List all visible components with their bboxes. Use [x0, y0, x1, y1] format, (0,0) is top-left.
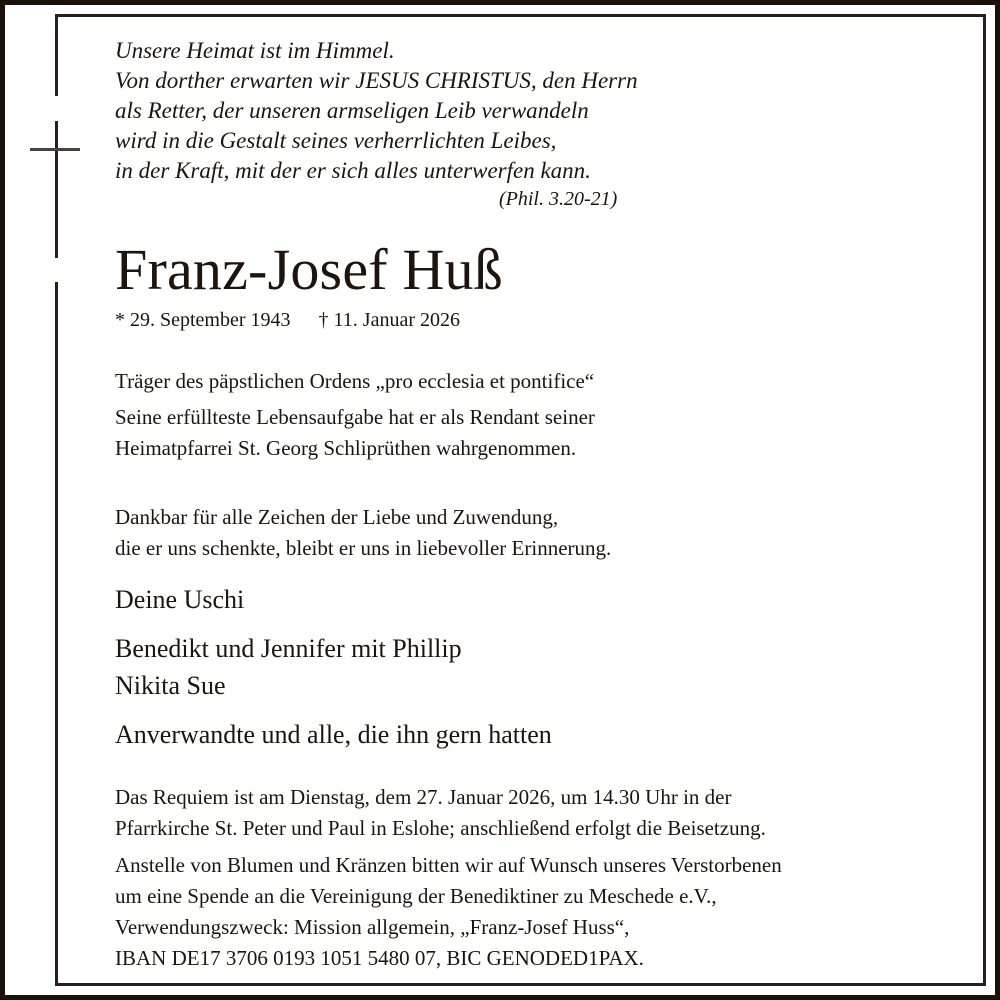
verse-reference: (Phil. 3.20-21) [499, 188, 618, 210]
cross-vertical-line [55, 121, 58, 258]
deceased-name: Franz-Josef Huß [115, 237, 503, 302]
donation-line: Anstelle von Blumen und Kränzen bitten wir auf Wunsch unseres Verstorbenen [115, 853, 782, 877]
life-task-line: Heimatpfarrei St. Georg Schliprüthen wahrgenommen. [115, 436, 577, 460]
cross-icon [30, 148, 80, 151]
gratitude-line: die er uns schenkte, bleibt er uns in liebevoller Erinnerung. [115, 536, 612, 560]
gratitude-text [115, 502, 611, 564]
life-task-line: Seine erfüllteste Lebensaufgabe hat er als Rendant seiner [115, 405, 595, 429]
bible-verse [115, 36, 638, 186]
birth-date: * 29. September 1943 [115, 309, 291, 331]
frame-left-line-top [55, 14, 58, 96]
donation-line: Verwendungszweck: Mission allgemein, „Franz-Josef Huss“, [115, 915, 630, 939]
verse-line: wird in die Gestalt seines verherrlichten Leibes, [115, 128, 557, 153]
mourner-children: Benedikt und Jennifer mit Phillip [115, 634, 462, 663]
verse-line: als Retter, der unseren armseligen Leib verwandeln [115, 98, 589, 123]
frame-left-line-bottom [55, 282, 58, 986]
mourner-grandchild: Nikita Sue [115, 671, 226, 700]
verse-line: in der Kraft, mit der er sich alles unterwerfen kann. [115, 158, 591, 183]
requiem-line: Pfarrkirche St. Peter und Paul in Eslohe; anschließend erfolgt die Beisetzung. [115, 816, 766, 840]
death-date: † 11. Januar 2026 [318, 309, 460, 331]
mourner-relatives: Anverwandte und alle, die ihn gern hatten [115, 720, 552, 749]
life-task-text [115, 402, 595, 464]
mourner-spouse: Deine Uschi [115, 585, 245, 614]
life-dates [115, 309, 460, 332]
requiem-line: Das Requiem ist am Dienstag, dem 27. Januar 2026, um 14.30 Uhr in der [115, 785, 732, 809]
requiem-text [115, 782, 766, 844]
donation-text [115, 850, 782, 974]
donation-line: um eine Spende an die Vereinigung der Benediktiner zu Meschede e.V., [115, 884, 717, 908]
verse-line: Unsere Heimat ist im Himmel. [115, 38, 395, 63]
gratitude-line: Dankbar für alle Zeichen der Liebe und Zuwendung, [115, 505, 559, 529]
honor-text: Träger des päpstlichen Ordens „pro ecclesia et pontifice“ [115, 369, 595, 393]
donation-line: IBAN DE17 3706 0193 1051 5480 07, BIC GENODED1PAX. [115, 946, 644, 970]
verse-line: Von dorther erwarten wir JESUS CHRISTUS, den Herrn [115, 68, 638, 93]
